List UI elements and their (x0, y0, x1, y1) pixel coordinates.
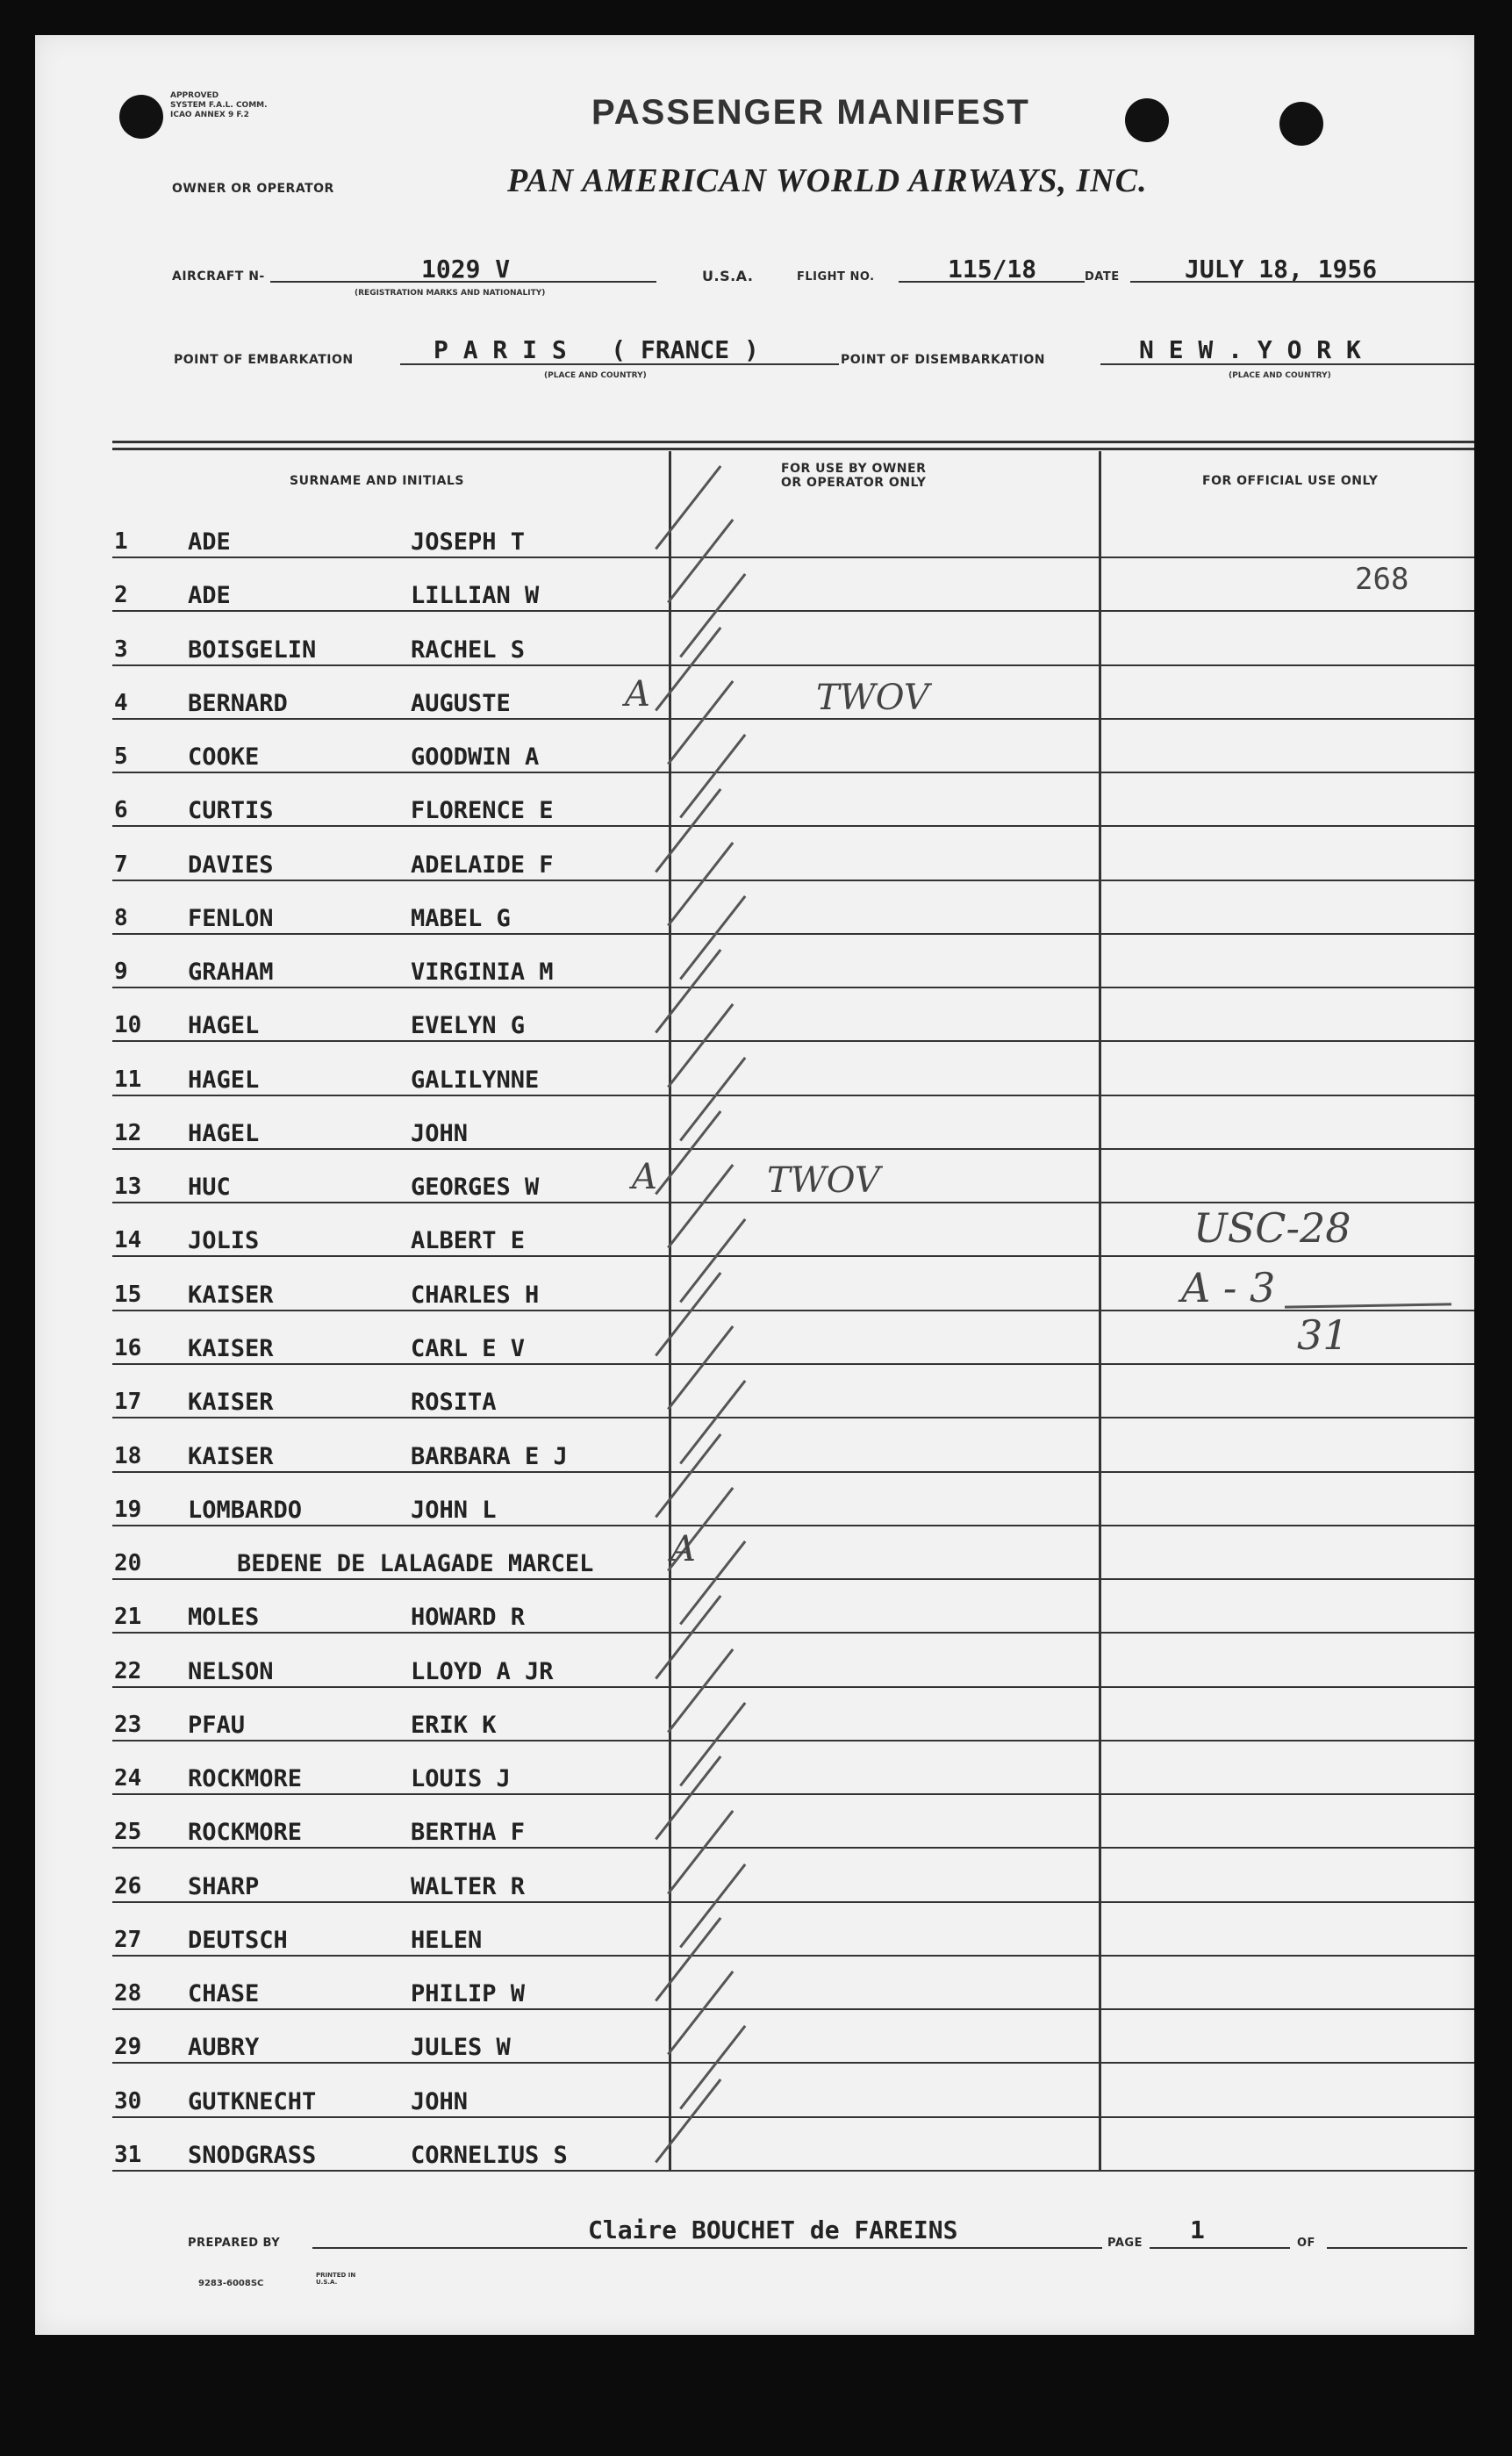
date-label: DATE (1085, 270, 1120, 284)
row-rule (112, 557, 1474, 558)
passenger-surname: ADE (188, 582, 231, 609)
row-rule (112, 1740, 1474, 1741)
prepared-value: Claire BOUCHET de FAREINS (588, 2215, 958, 2244)
official-268: 268 (1355, 562, 1409, 597)
form-code: 9283-6008SC (198, 2279, 264, 2288)
disembark-label: POINT OF DISEMBARKATION (841, 353, 1046, 367)
passenger-given-names: JOSEPH T (411, 528, 526, 556)
passenger-surname: HAGEL (188, 1066, 260, 1094)
punch-hole-right (1279, 102, 1323, 146)
row-number: 9 (114, 959, 128, 985)
a-mark-row4: A (625, 674, 650, 715)
passenger-given-names: JULES W (411, 2034, 511, 2061)
col-header-owner-line: OR OPERATOR ONLY (781, 476, 927, 490)
col-header-owner-line: FOR USE BY OWNER (781, 462, 927, 476)
row-rule (112, 880, 1474, 881)
owner-label: OWNER OR OPERATOR (172, 182, 334, 196)
passenger-surname: GRAHAM (188, 959, 274, 986)
passenger-given-names: AUGUSTE (411, 690, 511, 717)
passenger-surname: ADE (188, 528, 231, 556)
row-number: 5 (114, 743, 128, 770)
passenger-given-names: WALTER R (411, 1873, 526, 1900)
row-rule (112, 1525, 1474, 1526)
passenger-surname: PFAU (188, 1712, 246, 1739)
row-rule (112, 1471, 1474, 1473)
row-number: 16 (114, 1335, 142, 1361)
passenger-surname: HUC (188, 1174, 231, 1201)
row-number: 10 (114, 1012, 142, 1038)
passenger-surname: BEDENE DE LALAGADE MARCEL (237, 1550, 594, 1577)
approved-line: ICAO ANNEX 9 F.2 (170, 111, 249, 119)
passenger-given-names: HOWARD R (411, 1604, 526, 1631)
row-number: 31 (114, 2142, 142, 2168)
row-rule (112, 664, 1474, 666)
row-rule (112, 718, 1474, 720)
passenger-given-names: LILLIAN W (411, 582, 540, 609)
row-number: 3 (114, 636, 128, 663)
row-rule (112, 1148, 1474, 1150)
row-number: 6 (114, 797, 128, 823)
passenger-given-names: ADELAIDE F (411, 851, 554, 879)
passenger-given-names: ERIK K (411, 1712, 497, 1739)
official-usc: USC-28 (1193, 1204, 1351, 1252)
passenger-surname: AUBRY (188, 2034, 260, 2061)
row-number: 15 (114, 1282, 142, 1308)
row-number: 23 (114, 1712, 142, 1738)
passenger-surname: DEUTSCH (188, 1927, 288, 1954)
aircraft-label: AIRCRAFT N- (172, 269, 265, 284)
passenger-given-names: ALBERT E (411, 1227, 526, 1254)
a-mark-row20: A (670, 1529, 696, 1569)
passenger-given-names: EVELYN G (411, 1012, 526, 1039)
row-number: 4 (114, 690, 128, 716)
row-rule (112, 987, 1474, 988)
passenger-surname: COOKE (188, 743, 260, 771)
prepared-label: PREPARED BY (188, 2237, 281, 2250)
passenger-given-names: LOUIS J (411, 1765, 511, 1792)
disembark-value: N E W . Y O R K (1139, 335, 1361, 364)
row-rule (112, 1578, 1474, 1580)
passenger-surname: ROCKMORE (188, 1765, 303, 1792)
passenger-given-names: PHILIP W (411, 1980, 526, 2007)
passenger-surname: ROCKMORE (188, 1819, 303, 1846)
disembark-sublabel: (PLACE AND COUNTRY) (1229, 371, 1331, 380)
approved-block (170, 91, 268, 120)
row-number: 26 (114, 1873, 142, 1899)
passenger-surname: BERNARD (188, 690, 288, 717)
aircraft-value: 1029 V (421, 255, 511, 284)
passenger-surname: KAISER (188, 1335, 274, 1362)
passenger-given-names: GEORGES W (411, 1174, 540, 1201)
prepared-underline (312, 2247, 1102, 2249)
passenger-surname: GUTKNECHT (188, 2088, 317, 2115)
page-label: PAGE (1107, 2237, 1143, 2250)
passenger-given-names: HELEN (411, 1927, 483, 1954)
passenger-given-names: GOODWIN A (411, 743, 540, 771)
passenger-surname: MOLES (188, 1604, 260, 1631)
a-mark-row13: A (632, 1157, 657, 1197)
row-number: 19 (114, 1497, 142, 1523)
row-rule (112, 1040, 1474, 1042)
owner-value: PAN AMERICAN WORLD AIRWAYS, INC. (507, 162, 1148, 199)
row-number: 13 (114, 1174, 142, 1200)
approved-line: SYSTEM F.A.L. COMM. (170, 101, 268, 110)
row-number: 17 (114, 1389, 142, 1415)
passenger-given-names: JOHN L (411, 1497, 497, 1524)
passenger-given-names: FLORENCE E (411, 797, 554, 824)
passenger-given-names: RACHEL S (411, 636, 526, 664)
row-rule (112, 2062, 1474, 2064)
row-number: 2 (114, 582, 128, 608)
col-header-owner (781, 462, 926, 490)
row-number: 12 (114, 1120, 142, 1146)
page-title: PASSENGER MANIFEST (591, 93, 1030, 132)
passenger-given-names: CHARLES H (411, 1282, 540, 1309)
passenger-given-names: BARBARA E J (411, 1443, 568, 1470)
row-number: 20 (114, 1550, 142, 1576)
official-total: 31 (1297, 1311, 1349, 1359)
passenger-given-names: CORNELIUS S (411, 2142, 568, 2169)
row-number: 1 (114, 528, 128, 555)
row-number: 11 (114, 1066, 142, 1093)
passenger-surname: BOISGELIN (188, 636, 317, 664)
row-number: 8 (114, 905, 128, 931)
passenger-given-names: JOHN (411, 2088, 469, 2115)
row-rule (112, 1632, 1474, 1634)
row-number: 21 (114, 1604, 142, 1630)
row-rule (112, 1686, 1474, 1688)
col-header-official: FOR OFFICIAL USE ONLY (1202, 474, 1379, 488)
row-rule (112, 2008, 1474, 2010)
row-rule (112, 1901, 1474, 1903)
passenger-given-names: CARL E V (411, 1335, 526, 1362)
flight-label: FLIGHT NO. (797, 270, 875, 284)
date-value: JULY 18, 1956 (1185, 255, 1378, 284)
passenger-surname: SNODGRASS (188, 2142, 317, 2169)
row-rule (112, 2116, 1474, 2118)
row-number: 18 (114, 1443, 142, 1469)
usa-label: U.S.A. (702, 268, 754, 284)
passenger-given-names: GALILYNNE (411, 1066, 540, 1094)
passenger-surname: CURTIS (188, 797, 274, 824)
passenger-surname: LOMBARDO (188, 1497, 303, 1524)
row-rule (112, 1255, 1474, 1257)
row-rule (112, 825, 1474, 827)
embark-sublabel: (PLACE AND COUNTRY) (544, 371, 647, 380)
row-rule (112, 1202, 1474, 1203)
passenger-surname: NELSON (188, 1658, 274, 1685)
passenger-surname: HAGEL (188, 1120, 260, 1147)
passenger-surname: FENLON (188, 905, 274, 932)
passenger-surname: KAISER (188, 1389, 274, 1416)
of-underline (1327, 2247, 1467, 2249)
passenger-surname: HAGEL (188, 1012, 260, 1039)
row-rule (112, 2170, 1474, 2172)
passenger-surname: DAVIES (188, 851, 274, 879)
page-value: 1 (1190, 2215, 1205, 2244)
printed-mark: PRINTED IN U.S.A. (316, 2272, 356, 2286)
punch-hole-center (1125, 98, 1169, 142)
col-header-names: SURNAME AND INITIALS (290, 474, 464, 488)
row-number: 22 (114, 1658, 142, 1684)
passenger-given-names: ROSITA (411, 1389, 497, 1416)
row-number: 25 (114, 1819, 142, 1845)
flight-value: 115/18 (948, 255, 1037, 284)
row-rule (112, 1363, 1474, 1365)
table-top-rule (112, 441, 1474, 443)
punch-hole-left (119, 95, 163, 139)
of-label: OF (1297, 2237, 1315, 2250)
passenger-surname: JOLIS (188, 1227, 260, 1254)
official-a-3: A - 3 (1181, 1264, 1276, 1311)
table-top-rule-2 (112, 448, 1474, 450)
row-rule (112, 1095, 1474, 1096)
approved-line: APPROVED (170, 91, 219, 100)
row-rule (112, 933, 1474, 935)
row-rule (112, 1955, 1474, 1957)
row-number: 27 (114, 1927, 142, 1953)
passenger-given-names: JOHN (411, 1120, 469, 1147)
row-number: 30 (114, 2088, 142, 2115)
passenger-surname: KAISER (188, 1282, 274, 1309)
passenger-given-names: MABEL G (411, 905, 511, 932)
passenger-given-names: BERTHA F (411, 1819, 526, 1846)
aircraft-sublabel: (REGISTRATION MARKS AND NATIONALITY) (355, 289, 546, 298)
passenger-surname: CHASE (188, 1980, 260, 2007)
row-number: 7 (114, 851, 128, 878)
passenger-given-names: LLOYD A JR (411, 1658, 554, 1685)
row-rule (112, 610, 1474, 612)
passenger-given-names: VIRGINIA M (411, 959, 554, 986)
twov-note-2: TWOV (767, 1160, 880, 1201)
row-rule (112, 1847, 1474, 1849)
row-rule (112, 772, 1474, 773)
passenger-surname: SHARP (188, 1873, 260, 1900)
row-rule (112, 1417, 1474, 1418)
passenger-surname: KAISER (188, 1443, 274, 1470)
row-number: 14 (114, 1227, 142, 1253)
row-rule (112, 1793, 1474, 1795)
page-underline (1150, 2247, 1290, 2249)
embark-value: P A R I S ( FRANCE ) (434, 335, 759, 364)
embark-label: POINT OF EMBARKATION (174, 353, 354, 367)
twov-note-1: TWOV (816, 678, 929, 718)
row-number: 29 (114, 2034, 142, 2060)
row-number: 24 (114, 1765, 142, 1792)
row-number: 28 (114, 1980, 142, 2007)
